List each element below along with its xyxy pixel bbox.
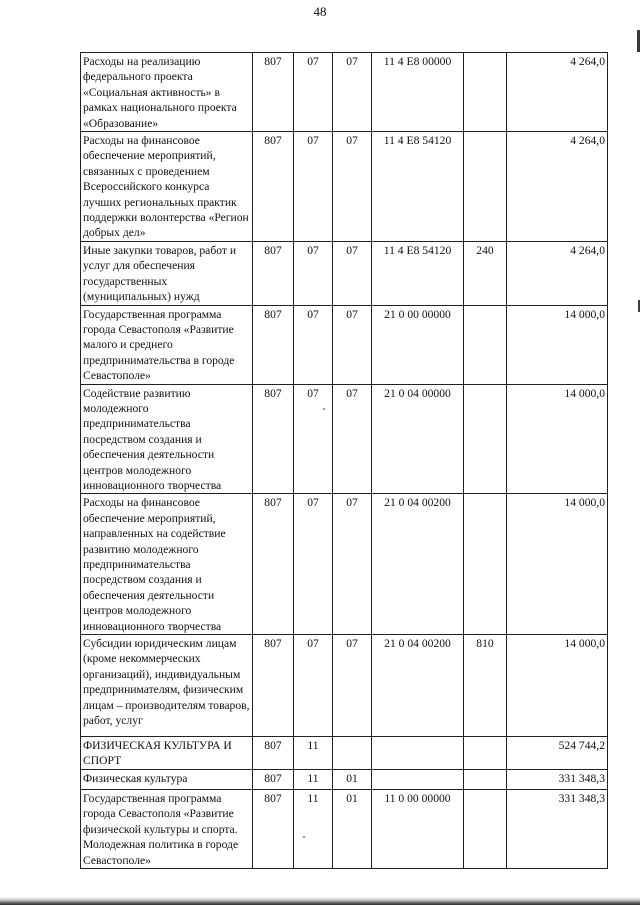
target-article-code: [372, 737, 464, 770]
scan-speck: [303, 836, 305, 838]
target-article-code: 11 4 E8 54120: [372, 241, 464, 305]
subsection-code: [333, 737, 372, 770]
expense-type-code: [464, 737, 507, 770]
section-code: 11: [294, 790, 333, 869]
target-article-code: 21 0 04 00200: [372, 635, 464, 737]
section-code: 07: [294, 241, 333, 305]
target-article-code: 21 0 04 00200: [372, 494, 464, 635]
expense-type-code: [464, 770, 507, 790]
target-article-code: 21 0 04 00000: [372, 384, 464, 494]
item-name: Расходы на финансовое обеспечение мероприятий, связанных с проведением Всероссийского конкурса лучших региональных практик поддержки волонтерства «Регион добрых дел»: [81, 132, 253, 242]
table-row: [81, 53, 608, 132]
section-code: 07: [294, 384, 333, 494]
amount: 14 000,0: [507, 384, 608, 494]
table-row: [81, 384, 608, 494]
amount: 331 348,3: [507, 770, 608, 790]
amount: 14 000,0: [507, 635, 608, 737]
amount: 4 264,0: [507, 132, 608, 242]
table-row: [81, 132, 608, 242]
item-name: Расходы на финансовое обеспечение мероприятий, направленных на содействие развитию молодежного предпринимательства посредством создания и обеспечения деятельности центров молодежного инновационного творчества: [81, 494, 253, 635]
section-code: 11: [294, 770, 333, 790]
target-article-code: 11 0 00 00000: [372, 790, 464, 869]
item-name: Государственная программа города Севастополя «Развитие малого и среднего предпринимательства в городе Севастополе»: [81, 305, 253, 384]
subsection-code: 07: [333, 305, 372, 384]
section-code: 07: [294, 305, 333, 384]
table-row: [81, 305, 608, 384]
dept-code: 807: [253, 132, 294, 242]
expense-type-code: [464, 790, 507, 869]
section-code: 11: [294, 737, 333, 770]
subsection-code: 07: [333, 53, 372, 132]
dept-code: 807: [253, 494, 294, 635]
table-row: [81, 241, 608, 305]
target-article-code: 11 4 E8 54120: [372, 132, 464, 242]
table-row: [81, 770, 608, 790]
section-code: 07: [294, 635, 333, 737]
scan-bottom-edge: [0, 897, 640, 905]
amount: 524 744,2: [507, 737, 608, 770]
item-name: Содействие развитию молодежного предпринимательства посредством создания и обеспечения деятельности центров молодежного инновационного творчества: [81, 384, 253, 494]
subsection-code: 07: [333, 494, 372, 635]
dept-code: 807: [253, 770, 294, 790]
subsection-code: 07: [333, 635, 372, 737]
expense-type-code: [464, 494, 507, 635]
amount: 14 000,0: [507, 494, 608, 635]
dept-code: 807: [253, 737, 294, 770]
dept-code: 807: [253, 305, 294, 384]
expense-type-code: [464, 305, 507, 384]
expense-type-code: 810: [464, 635, 507, 737]
dept-code: 807: [253, 790, 294, 869]
amount: 14 000,0: [507, 305, 608, 384]
item-name: Расходы на реализацию федерального проекта «Социальная активность» в рамках национального проекта «Образование»: [81, 53, 253, 132]
subsection-code: 01: [333, 770, 372, 790]
dept-code: 807: [253, 53, 294, 132]
target-article-code: 21 0 00 00000: [372, 305, 464, 384]
item-name: Физическая культура: [81, 770, 253, 790]
table-row: [81, 635, 608, 737]
table-row: [81, 494, 608, 635]
dept-code: 807: [253, 635, 294, 737]
section-code: 07: [294, 494, 333, 635]
expense-type-code: [464, 384, 507, 494]
item-name: Иные закупки товаров, работ и услуг для обеспечения государственных (муниципальных) нужд: [81, 241, 253, 305]
section-code: 07: [294, 53, 333, 132]
expense-type-code: 240: [464, 241, 507, 305]
subsection-code: 07: [333, 241, 372, 305]
table-row: [81, 790, 608, 869]
subsection-code: 07: [333, 384, 372, 494]
subsection-code: 01: [333, 790, 372, 869]
amount: 4 264,0: [507, 241, 608, 305]
budget-table: [80, 52, 608, 869]
dept-code: 807: [253, 241, 294, 305]
section-code: 07: [294, 132, 333, 242]
subsection-code: 07: [333, 132, 372, 242]
amount: 4 264,0: [507, 53, 608, 132]
item-name: ФИЗИЧЕСКАЯ КУЛЬТУРА И СПОРТ: [81, 737, 253, 770]
expense-type-code: [464, 53, 507, 132]
target-article-code: [372, 770, 464, 790]
dept-code: 807: [253, 384, 294, 494]
amount: 331 348,3: [507, 790, 608, 869]
item-name: Государственная программа города Севастополя «Развитие физической культуры и спорта. Молодежная политика в городе Севастополе»: [81, 790, 253, 869]
item-name: Субсидии юридическим лицам (кроме некоммерческих организаций), индивидуальным предпринимателям, физическим лицам – производителям товаров, работ, услуг: [81, 635, 253, 737]
scan-speck: [323, 408, 325, 410]
expense-type-code: [464, 132, 507, 242]
table-row: [81, 737, 608, 770]
target-article-code: 11 4 E8 00000: [372, 53, 464, 132]
page-number: 48: [313, 4, 327, 19]
